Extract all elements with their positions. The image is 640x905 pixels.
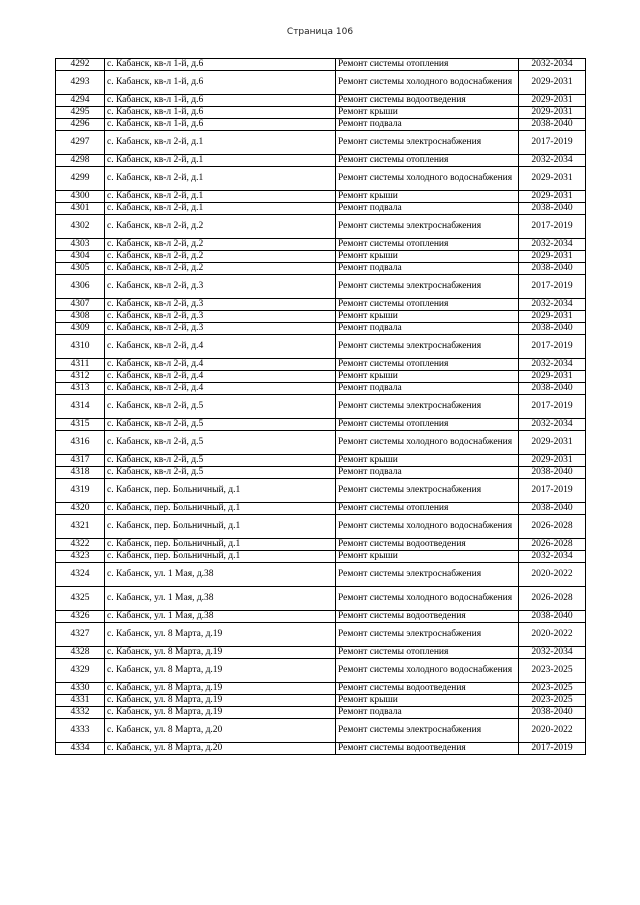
row-address: с. Кабанск, кв-л 2-й, д.1 [105,191,336,203]
row-period: 2029-2031 [519,167,586,191]
row-number: 4324 [56,563,105,587]
table-row [56,683,586,695]
row-number: 4298 [56,155,105,167]
row-number: 4314 [56,395,105,419]
row-number: 4306 [56,275,105,299]
row-period: 2038-2040 [519,503,586,515]
row-work-type: Ремонт системы отопления [336,59,519,71]
table-row [56,167,586,191]
row-number: 4312 [56,371,105,383]
row-work-type: Ремонт системы электроснабжения [336,479,519,503]
row-number: 4299 [56,167,105,191]
row-number: 4328 [56,647,105,659]
row-work-type: Ремонт подвала [336,119,519,131]
table-row [56,659,586,683]
table-row [56,563,586,587]
table-row [56,263,586,275]
row-period: 2020-2022 [519,623,586,647]
row-address: с. Кабанск, кв-л 2-й, д.5 [105,419,336,431]
table-row [56,299,586,311]
row-number: 4325 [56,587,105,611]
table-row [56,551,586,563]
row-work-type: Ремонт системы холодного водоснабжения [336,431,519,455]
row-work-type: Ремонт системы отопления [336,239,519,251]
row-work-type: Ремонт системы отопления [336,299,519,311]
row-work-type: Ремонт системы водоотведения [336,95,519,107]
table-row [56,455,586,467]
row-period: 2020-2022 [519,719,586,743]
row-number: 4330 [56,683,105,695]
table-row [56,215,586,239]
row-period: 2032-2034 [519,359,586,371]
row-number: 4309 [56,323,105,335]
row-work-type: Ремонт системы водоотведения [336,539,519,551]
row-work-type: Ремонт крыши [336,551,519,563]
table-body [56,59,586,755]
table-row [56,71,586,95]
row-period: 2029-2031 [519,455,586,467]
row-period: 2017-2019 [519,743,586,755]
row-work-type: Ремонт системы электроснабжения [336,719,519,743]
row-address: с. Кабанск, кв-л 1-й, д.6 [105,107,336,119]
row-work-type: Ремонт системы водоотведения [336,743,519,755]
table-row [56,587,586,611]
row-work-type: Ремонт системы электроснабжения [336,215,519,239]
row-period: 2017-2019 [519,215,586,239]
row-address: с. Кабанск, кв-л 2-й, д.2 [105,215,336,239]
row-address: с. Кабанск, ул. 1 Мая, д.38 [105,587,336,611]
row-work-type: Ремонт крыши [336,455,519,467]
row-period: 2017-2019 [519,335,586,359]
table-row [56,311,586,323]
row-address: с. Кабанск, кв-л 2-й, д.4 [105,371,336,383]
row-address: с. Кабанск, кв-л 2-й, д.1 [105,131,336,155]
row-work-type: Ремонт системы холодного водоснабжения [336,659,519,683]
row-address: с. Кабанск, кв-л 2-й, д.5 [105,431,336,455]
row-period: 2017-2019 [519,275,586,299]
row-number: 4311 [56,359,105,371]
row-work-type: Ремонт подвала [336,263,519,275]
row-address: с. Кабанск, кв-л 2-й, д.2 [105,239,336,251]
table-row [56,479,586,503]
row-number: 4293 [56,71,105,95]
row-work-type: Ремонт системы отопления [336,359,519,371]
row-address: с. Кабанск, кв-л 2-й, д.1 [105,167,336,191]
row-period: 2032-2034 [519,647,586,659]
row-address: с. Кабанск, кв-л 2-й, д.5 [105,395,336,419]
row-address: с. Кабанск, кв-л 2-й, д.3 [105,299,336,311]
table-row [56,623,586,647]
row-work-type: Ремонт подвала [336,467,519,479]
row-address: с. Кабанск, кв-л 2-й, д.5 [105,455,336,467]
row-work-type: Ремонт системы холодного водоснабжения [336,515,519,539]
row-work-type: Ремонт системы холодного водоснабжения [336,71,519,95]
row-work-type: Ремонт крыши [336,311,519,323]
row-number: 4333 [56,719,105,743]
row-period: 2020-2022 [519,563,586,587]
row-number: 4302 [56,215,105,239]
row-number: 4292 [56,59,105,71]
table-row [56,431,586,455]
row-number: 4296 [56,119,105,131]
row-period: 2029-2031 [519,95,586,107]
row-work-type: Ремонт системы отопления [336,503,519,515]
row-address: с. Кабанск, ул. 8 Марта, д.19 [105,623,336,647]
row-work-type: Ремонт системы отопления [336,419,519,431]
row-address: с. Кабанск, кв-л 2-й, д.1 [105,155,336,167]
row-period: 2029-2031 [519,107,586,119]
row-period: 2032-2034 [519,155,586,167]
row-work-type: Ремонт системы электроснабжения [336,335,519,359]
table-row [56,515,586,539]
row-number: 4303 [56,239,105,251]
table-row [56,695,586,707]
row-work-type: Ремонт крыши [336,191,519,203]
row-address: с. Кабанск, кв-л 2-й, д.4 [105,383,336,395]
row-address: с. Кабанск, кв-л 2-й, д.3 [105,311,336,323]
row-period: 2026-2028 [519,539,586,551]
row-work-type: Ремонт системы электроснабжения [336,395,519,419]
table-row [56,203,586,215]
row-period: 2032-2034 [519,59,586,71]
row-number: 4307 [56,299,105,311]
row-number: 4327 [56,623,105,647]
repair-schedule-table [55,58,586,755]
row-work-type: Ремонт системы электроснабжения [336,623,519,647]
row-period: 2038-2040 [519,467,586,479]
table-row [56,251,586,263]
row-address: с. Кабанск, кв-л 2-й, д.3 [105,275,336,299]
row-work-type: Ремонт системы отопления [336,647,519,659]
table-row [56,503,586,515]
table-row [56,371,586,383]
row-period: 2017-2019 [519,479,586,503]
row-period: 2038-2040 [519,611,586,623]
row-work-type: Ремонт крыши [336,695,519,707]
table-row [56,467,586,479]
row-address: с. Кабанск, пер. Больничный, д.1 [105,515,336,539]
table-row [56,719,586,743]
row-number: 4332 [56,707,105,719]
row-work-type: Ремонт системы водоотведения [336,683,519,695]
table-row [56,239,586,251]
row-address: с. Кабанск, пер. Больничный, д.1 [105,503,336,515]
row-address: с. Кабанск, ул. 8 Марта, д.19 [105,659,336,683]
row-period: 2026-2028 [519,587,586,611]
row-number: 4313 [56,383,105,395]
row-number: 4316 [56,431,105,455]
table-row [56,383,586,395]
table-row [56,155,586,167]
row-address: с. Кабанск, кв-л 1-й, д.6 [105,119,336,131]
row-period: 2038-2040 [519,383,586,395]
row-number: 4297 [56,131,105,155]
row-work-type: Ремонт крыши [336,107,519,119]
row-number: 4322 [56,539,105,551]
row-period: 2029-2031 [519,251,586,263]
table-row [56,95,586,107]
row-address: с. Кабанск, пер. Больничный, д.1 [105,479,336,503]
row-period: 2032-2034 [519,299,586,311]
row-address: с. Кабанск, кв-л 2-й, д.2 [105,251,336,263]
row-period: 2032-2034 [519,419,586,431]
row-number: 4334 [56,743,105,755]
row-period: 2029-2031 [519,311,586,323]
row-work-type: Ремонт подвала [336,383,519,395]
row-address: с. Кабанск, кв-л 2-й, д.4 [105,359,336,371]
table-row [56,323,586,335]
table-row [56,107,586,119]
row-period: 2026-2028 [519,515,586,539]
row-period: 2038-2040 [519,707,586,719]
row-address: с. Кабанск, ул. 8 Марта, д.19 [105,707,336,719]
table-row [56,335,586,359]
row-work-type: Ремонт подвала [336,323,519,335]
row-number: 4300 [56,191,105,203]
table-row [56,131,586,155]
row-number: 4315 [56,419,105,431]
table-row [56,395,586,419]
row-number: 4301 [56,203,105,215]
row-address: с. Кабанск, кв-л 2-й, д.4 [105,335,336,359]
row-work-type: Ремонт системы электроснабжения [336,131,519,155]
row-address: с. Кабанск, пер. Больничный, д.1 [105,539,336,551]
row-work-type: Ремонт подвала [336,203,519,215]
table-row [56,743,586,755]
row-number: 4294 [56,95,105,107]
row-period: 2038-2040 [519,203,586,215]
row-address: с. Кабанск, ул. 8 Марта, д.20 [105,719,336,743]
table-row [56,611,586,623]
table-row [56,191,586,203]
row-number: 4318 [56,467,105,479]
row-number: 4310 [56,335,105,359]
row-period: 2029-2031 [519,191,586,203]
row-number: 4304 [56,251,105,263]
row-number: 4323 [56,551,105,563]
row-address: с. Кабанск, ул. 8 Марта, д.20 [105,743,336,755]
row-number: 4295 [56,107,105,119]
row-address: с. Кабанск, ул. 8 Марта, д.19 [105,683,336,695]
row-work-type: Ремонт системы электроснабжения [336,275,519,299]
row-number: 4321 [56,515,105,539]
row-work-type: Ремонт системы электроснабжения [336,563,519,587]
row-period: 2017-2019 [519,131,586,155]
row-number: 4320 [56,503,105,515]
row-period: 2029-2031 [519,371,586,383]
row-work-type: Ремонт системы холодного водоснабжения [336,587,519,611]
row-number: 4317 [56,455,105,467]
row-period: 2038-2040 [519,119,586,131]
row-address: с. Кабанск, ул. 1 Мая, д.38 [105,611,336,623]
row-work-type: Ремонт системы водоотведения [336,611,519,623]
row-address: с. Кабанск, кв-л 2-й, д.1 [105,203,336,215]
table-row [56,119,586,131]
row-period: 2023-2025 [519,695,586,707]
row-number: 4326 [56,611,105,623]
row-number: 4329 [56,659,105,683]
row-number: 4319 [56,479,105,503]
table-row [56,275,586,299]
row-number: 4308 [56,311,105,323]
row-number: 4305 [56,263,105,275]
row-address: с. Кабанск, пер. Больничный, д.1 [105,551,336,563]
page-title: Страница 106 [286,27,354,37]
table-row [56,647,586,659]
table-row [56,59,586,71]
row-work-type: Ремонт подвала [336,707,519,719]
row-address: с. Кабанск, кв-л 1-й, д.6 [105,59,336,71]
table-row [56,707,586,719]
row-period: 2038-2040 [519,323,586,335]
row-period: 2032-2034 [519,239,586,251]
row-address: с. Кабанск, ул. 8 Марта, д.19 [105,695,336,707]
row-period: 2029-2031 [519,71,586,95]
row-address: с. Кабанск, ул. 1 Мая, д.38 [105,563,336,587]
row-work-type: Ремонт крыши [336,371,519,383]
row-period: 2038-2040 [519,263,586,275]
row-period: 2023-2025 [519,683,586,695]
row-address: с. Кабанск, кв-л 2-й, д.2 [105,263,336,275]
table-row [56,539,586,551]
row-work-type: Ремонт системы отопления [336,155,519,167]
row-work-type: Ремонт крыши [336,251,519,263]
row-number: 4331 [56,695,105,707]
row-address: с. Кабанск, ул. 8 Марта, д.19 [105,647,336,659]
row-address: с. Кабанск, кв-л 1-й, д.6 [105,71,336,95]
row-address: с. Кабанск, кв-л 2-й, д.5 [105,467,336,479]
table-row [56,419,586,431]
row-address: с. Кабанск, кв-л 1-й, д.6 [105,95,336,107]
row-work-type: Ремонт системы холодного водоснабжения [336,167,519,191]
row-period: 2032-2034 [519,551,586,563]
row-period: 2023-2025 [519,659,586,683]
row-period: 2017-2019 [519,395,586,419]
row-period: 2029-2031 [519,431,586,455]
row-address: с. Кабанск, кв-л 2-й, д.3 [105,323,336,335]
table-row [56,359,586,371]
